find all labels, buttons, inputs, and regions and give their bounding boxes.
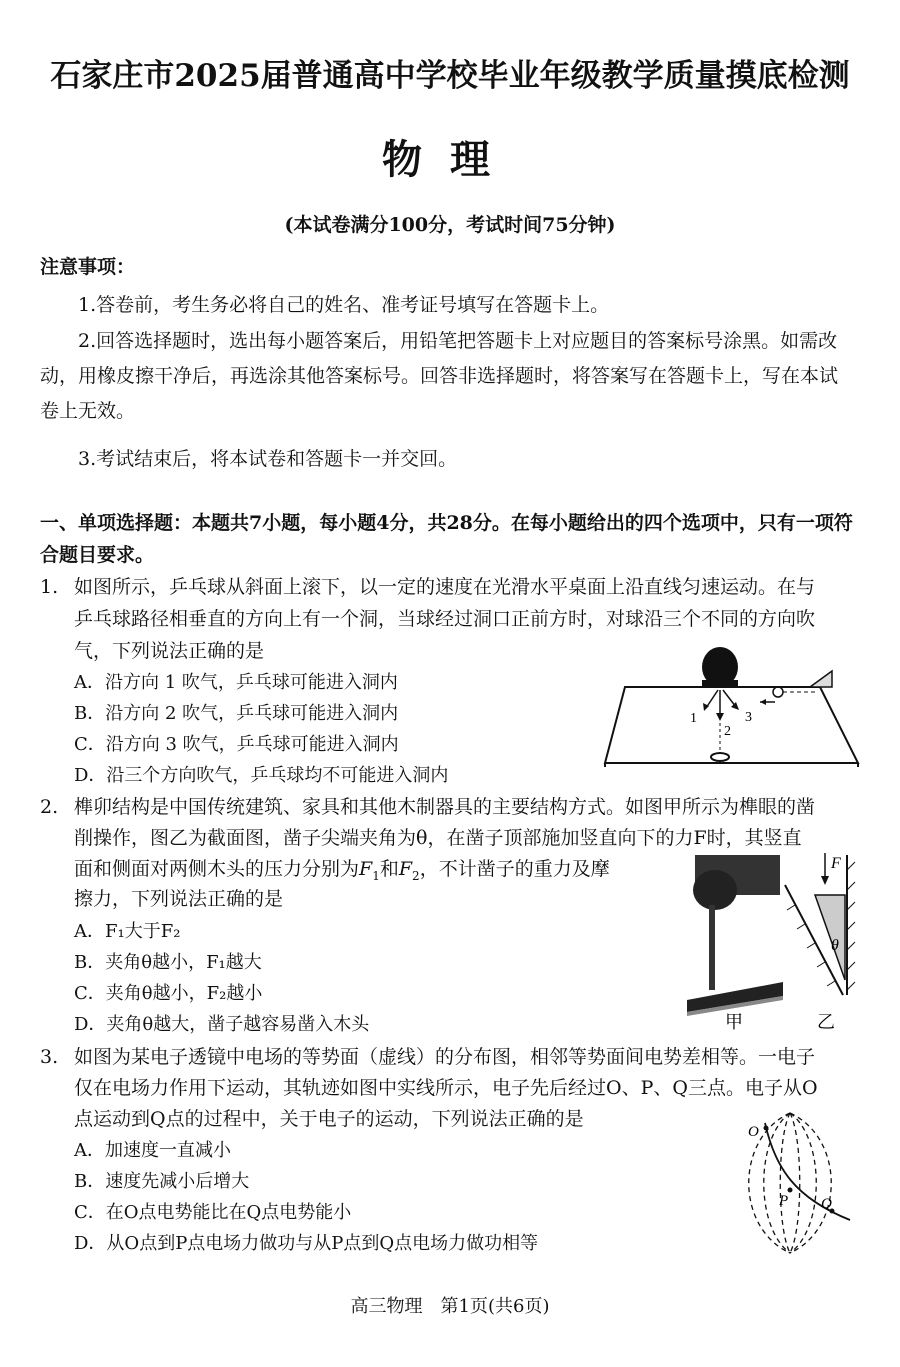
q1-figure: [600, 645, 860, 770]
notice-heading: 注意事项：: [40, 256, 136, 278]
q3-stem-line1: 如图为某电子透镜中电场的等势面（虚线）的分布图，相邻等势面间电势差相等。一电子: [74, 1046, 816, 1068]
q3-option-c: C．在O点电势能比在Q点电势能小: [74, 1202, 352, 1223]
q3-stem-line2: 仅在电场力作用下运动，其轨迹如图中实线所示，电子先后经过O、P、Q三点。电子从O: [74, 1077, 818, 1099]
section-heading: 一、单项选择题：本题共7小题，每小题4分，共28分。在每小题给出的四个选项中，只有一项符: [40, 512, 853, 534]
equipotential-lines: [749, 1113, 832, 1253]
hole: [711, 753, 729, 761]
q1-stem-line3: 气，下列说法正确的是: [74, 640, 265, 662]
ping-pong-ball: [773, 687, 783, 697]
q1-stem-line2: 乒乓球路径相垂直的方向上有一个洞，当球经过洞口正前方时，对球沿三个不同的方向吹: [74, 608, 816, 630]
q3-option-b: B．速度先减小后增大: [74, 1171, 250, 1192]
figure-jia-chiseling-photo: [687, 855, 783, 1016]
q1-option-a: A．沿方向 1 吹气，乒乓球可能进入洞内: [74, 672, 398, 693]
arrow-label-2: 2: [724, 724, 731, 739]
figure-yi-cross-section: [785, 853, 855, 995]
q2-option-b: B．夹角θ越小，F₁越大: [74, 952, 262, 973]
blow-arrows: [703, 690, 739, 721]
label-p: P: [779, 1193, 789, 1209]
arrow-label-1: 1: [690, 711, 697, 726]
section-heading-cont: 合题目要求。: [40, 544, 155, 566]
q3-option-a: A．加速度一直减小: [74, 1140, 231, 1161]
angle-label-theta: θ: [831, 937, 839, 954]
subject-title: 物理: [382, 136, 518, 183]
force-label-f: F: [831, 855, 841, 872]
figure-label-jia: 甲: [725, 1012, 743, 1030]
table-surface: [605, 687, 858, 767]
q2-stem-line3: 面和侧面对两侧木头的压力分别为$F_1$和$F_2$，不计凿子的重力及摩: [74, 858, 610, 883]
person-head: [702, 647, 738, 687]
notice-item-2-cont: 动，用橡皮擦干净后，再选涂其他答案标号。回答非选择题时，将答案写在答题卡上，写在本试: [40, 365, 839, 387]
q1-number: 1.: [40, 576, 59, 598]
label-q: Q: [821, 1196, 832, 1212]
q2-stem-line1: 榫卯结构是中国传统建筑、家具和其他木制器具的主要结构方式。如图甲所示为榫眼的凿: [74, 796, 816, 818]
q3-figure: [715, 1108, 865, 1258]
incline-ramp: [810, 671, 832, 687]
notice-item-1: 1.答卷前，考生务必将自己的姓名、准考证号填写在答题卡上。: [78, 294, 610, 316]
q2-figure: [685, 850, 875, 1030]
q3-number: 3.: [40, 1046, 59, 1068]
arrow-label-3: 3: [745, 710, 752, 725]
exam-title: 石家庄市2025届普通高中学校毕业年级教学质量摸底检测: [50, 58, 850, 94]
q2-option-c: C．夹角θ越小，F₂越小: [74, 983, 263, 1004]
q1-stem-line1: 如图所示，乒乓球从斜面上滚下，以一定的速度在光滑水平桌面上沿直线匀速运动。在与: [74, 576, 816, 598]
q1-option-d: D．沿三个方向吹气，乒乓球均不可能进入洞内: [74, 765, 449, 786]
q1-option-c: C．沿方向 3 吹气，乒乓球可能进入洞内: [74, 734, 399, 755]
q3-option-d: D．从O点到P点电场力做功与从P点到Q点电场力做功相等: [74, 1233, 539, 1254]
q2-option-a: A．F₁大于F₂: [74, 921, 181, 942]
notice-item-2-cont2: 卷上无效。: [40, 400, 136, 422]
notice-item-3: 3.考试结束后，将本试卷和答题卡一并交回。: [78, 448, 458, 470]
notice-item-2: 2.回答选择题时，选出每小题答案后，用铅笔把答题卡上对应题目的答案标号涂黑。如需改: [78, 330, 838, 352]
q2-number: 2.: [40, 796, 59, 818]
figure-label-yi: 乙: [817, 1012, 835, 1030]
q2-stem-line2: 削操作，图乙为截面图，凿子尖端夹角为θ，在凿子顶部施加竖直向下的力F时，其竖直: [74, 827, 802, 849]
q1-option-b: B．沿方向 2 吹气，乒乓球可能进入洞内: [74, 703, 399, 724]
q2-option-d: D．夹角θ越大，凿子越容易凿入木头: [74, 1014, 370, 1035]
page-footer: 高三物理 第1页(共6页): [350, 1296, 550, 1317]
q2-stem-line4: 擦力，下列说法正确的是: [74, 888, 284, 910]
point-p: [788, 1188, 793, 1193]
point-o: [764, 1126, 769, 1131]
q3-stem-line3: 点运动到Q点的过程中，关于电子的运动，下列说法正确的是: [74, 1108, 584, 1130]
score-info: (本试卷满分100分，考试时间75分钟): [284, 214, 616, 236]
label-o: O: [748, 1124, 759, 1140]
